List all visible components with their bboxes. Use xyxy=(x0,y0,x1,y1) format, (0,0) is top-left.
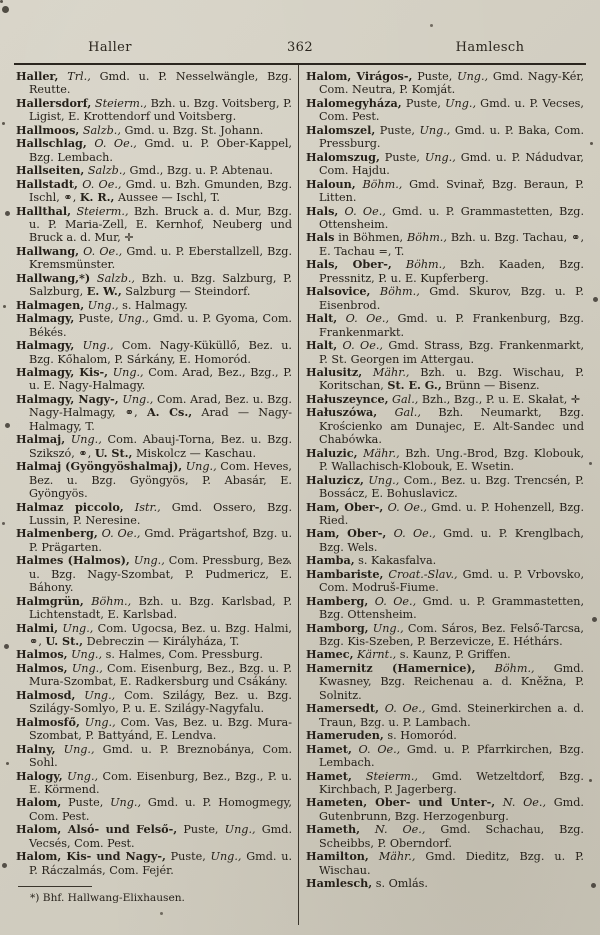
gazetteer-entry: Halomegyháza, Puste, Ung., Gmd. u. P. Vecses, Com. Pest. xyxy=(306,95,584,124)
gazetteer-entry: Halusitz, Mähr., Bzh. u. Bzg. Wischau, P. Koritschan, St. E. G., Brünn — Bisenz. xyxy=(306,364,584,393)
gazetteer-entry: Hallseiten, Salzb., Gmd., Bzg. u. P. Abtenau. xyxy=(16,163,273,178)
column-divider-rule xyxy=(298,65,299,925)
gazetteer-entry: Hallthal, Steierm., Bzh. Bruck a. d. Mur, Bzg. u. P. Maria-Zell, E. Kernhof, Neuberg und Bruck a. d. Mur, ✛ xyxy=(16,203,292,245)
gazetteer-entry: Hallwang,*) Salzb., Bzh. u. Bzg. Salzburg, P. Salzburg, E. W., Salzburg — Steindorf. xyxy=(16,270,292,299)
gazetteer-entry: Halomszug, Puste, Ung., Gmd. u. P. Nádudvar, Com. Hajdu. xyxy=(306,149,584,178)
gazetteer-entry: Halt, O. Oe., Gmd. Strass, Bzg. Frankenmarkt, P. St. Georgen im Attergau. xyxy=(306,338,585,366)
gazetteer-entry: Hameth, N. Oe., Gmd. Schachau, Bzg. Scheibbs, P. Oberndorf. xyxy=(306,822,584,850)
gazetteer-entry: Halny, Ung., Gmd. u. P. Breznobánya, Com. Sohl. xyxy=(16,741,293,770)
gazetteer-entry: Hals, Ober-, Böhm., Bzh. Kaaden, Bzg. Pressnitz, P. u. E. Kupferberg. xyxy=(306,257,584,285)
gazetteer-entry: Hals in Böhmen, Böhm., Bzh. u. Bzg. Tachau, ⚭, E. Tachau =, T. xyxy=(306,230,584,258)
gazetteer-entry: Halom, Puste, Ung., Gmd. u. P. Homogmegy, Com. Pest. xyxy=(16,795,292,823)
footnote-block xyxy=(16,886,292,905)
gazetteer-entry: Hamersedt, O. Oe., Gmd. Steinerkirchen a. d. Traun, Bzg. u. P. Lambach. xyxy=(306,701,585,729)
gazetteer-entry: Halmos, Ung., Com. Eisenburg, Bez., Bzg. u. P. Mura-Szombat, E. Radkersburg und Csákány. xyxy=(16,660,292,689)
gazetteer-entry: Halmagy, Kis-, Ung., Com. Arad, Bez., Bzg., P. u. E. Nagy-Halmagy. xyxy=(16,364,293,393)
gazetteer-entry: Hałuszówa, Gal., Bzh. Neumarkt, Bzg. Krościenko am Dunajec, E. Alt-Sandec und Chabówka. xyxy=(306,405,585,447)
gazetteer-entry: Halom, Kis- und Nagy-, Puste, Ung., Gmd. u. P. Ráczalmás, Com. Fejér. xyxy=(16,849,292,877)
gazetteer-entry: Halmenberg, O. Oe., Gmd. Prägartshof, Bzg. u. P. Prägarten. xyxy=(16,526,292,554)
gazetteer-entry: Halmes (Halmos), Ung., Com. Pressburg, Bez. u. Bzg. Nagy-Szombat, P. Pudmericz, E. Báhony. xyxy=(16,553,293,595)
gazetteer-entry: Hameruden, s. Homoród. xyxy=(306,728,457,743)
gazetteer-entry: Hamet, O. Oe., Gmd. u. P. Pfarrkirchen, Bzg. Lembach. xyxy=(306,741,585,770)
left-column xyxy=(16,70,292,905)
gazetteer-entry: Hamilton, Mähr., Gmd. Dieditz, Bzg. u. P. Wischau. xyxy=(306,849,584,877)
scan-noise-specks xyxy=(0,0,3,3)
gazetteer-entry: Haluzicz, Ung., Com., Bez. u. Bzg. Trencsén, P. Bossácz, E. Bohuslavicz. xyxy=(306,472,584,501)
gazetteer-entry: Haller, Trl., Gmd. u. P. Nesselwängle, Bzg. Reutte. xyxy=(16,69,292,97)
gazetteer-entry: Hamernitz (Hamernice), Böhm., Gmd. Kwasney, Bzg. Reichenau a. d. Kněžna, P. Solnitz. xyxy=(306,660,584,702)
gazetteer-entry: Halogy, Ung., Com. Eisenburg, Bez., Bzg., P. u. E. Körmend. xyxy=(16,768,292,797)
gazetteer-entry: Hals, O. Oe., Gmd. u. P. Grammastetten, Bzg. Ottensheim. xyxy=(306,203,585,231)
gazetteer-entry: Halmagy, Nagy-, Ung., Com. Arad, Bez. u. Bzg. Nagy-Halmagy, ⚭, A. Cs., Arad — Nagy-Halmagy, T. xyxy=(16,391,292,433)
gazetteer-entry: Hamba, s. Kakasfalva. xyxy=(306,553,437,568)
gazetteer-entry: Hamborg, Ung., Com. Sáros, Bez. Felső-Tarcsa, Bzg. Kis-Szeben, P. Berzevicze, E. Héthárs. xyxy=(306,620,584,649)
gazetteer-entry: Haluzic, Mähr., Bzh. Ung.-Brod, Bzg. Klobouk, P. Wallachisch-Klobouk, E. Wsetin. xyxy=(306,445,584,474)
gazetteer-entry: Hamlesch, s. Omlás. xyxy=(306,876,428,891)
gazetteer-entry: Hamet, Steierm., Gmd. Wetzeltdorf, Bzg. Kirchbach, P. Jagerberg. xyxy=(306,768,584,797)
gazetteer-entry: Hallstadt, O. Oe., Gmd. u. Bzh. Gmunden, Bzg. Ischl, ⚭, K. R., Aussee — Ischl, T. xyxy=(16,176,293,205)
gazetteer-entry: Halmaj (Gyöngyöshalmaj), Ung., Com. Heves, Bez. u. Bzg. Gyöngyös, P. Abasár, E. Gyöngyös. xyxy=(16,459,292,501)
footnote-rule xyxy=(18,886,92,887)
running-head-left-keyword: Haller xyxy=(88,40,132,55)
gazetteer-entry: Hałuszeynce, Gal., Bzh., Bzg., P. u. E. Skałat, ✛ xyxy=(306,391,581,406)
gazetteer-entry: Hamec, Kärnt., s. Kaunz, P. Griffen. xyxy=(306,647,511,662)
gazetteer-entry: Halmagen, Ung., s. Halmagy. xyxy=(16,297,188,312)
gazetteer-entry: Halom, Alsó- und Felső-, Puste, Ung., Gmd. Vecsés, Com. Pest. xyxy=(16,822,292,850)
page-number: 362 xyxy=(286,40,313,55)
gazetteer-entry: Hallersdorf, Steierm., Bzh. u. Bzg. Voitsberg, P. Ligist, E. Krottendorf und Voitsberg. xyxy=(16,95,292,124)
gazetteer-entry: Halmaz piccolo, Istr., Gmd. Ossero, Bzg. Lussin, P. Neresine. xyxy=(16,499,292,527)
gazetteer-entry: Hallschlag, O. Oe., Gmd. u. P. Ober-Kappel, Bzg. Lembach. xyxy=(16,136,292,164)
gazetteer-entry: Halsovice, Böhm., Gmd. Skurov, Bzg. u. P. Eisenbrod. xyxy=(306,284,584,312)
gazetteer-entry: Ham, Ober-, O. Oe., Gmd. u. P. Hohenzell, Bzg. Ried. xyxy=(306,499,584,527)
gazetteer-entry: Hameten, Ober- und Unter-, N. Oe., Gmd. Gutenbrunn, Bzg. Herzogenburg. xyxy=(306,795,584,823)
gazetteer-entry: Halmgrün, Böhm., Bzh. u. Bzg. Karlsbad, P. Lichtenstadt, E. Karlsbad. xyxy=(16,593,292,622)
header-rule xyxy=(14,63,586,65)
running-head-right-keyword: Hamlesch xyxy=(455,40,525,55)
footnote-text: *) Bhf. Hallwang-Elixhausen. xyxy=(30,892,185,905)
gazetteer-entry: Halmosd, Ung., Com. Szilágy, Bez. u. Bzg. Szilágy-Somlyo, P. u. E. Szilágy-Nagyfalu. xyxy=(16,687,292,716)
gazetteer-entry: Halomszel, Puste, Ung., Gmd. u. P. Baka, Com. Pressburg. xyxy=(306,122,585,151)
gazetteer-entry: Hambariste, Croat.-Slav., Gmd. u. P. Vrbovsko, Com. Modruš-Fiume. xyxy=(306,566,584,595)
gazetteer-entry: Halom, Virágos-, Puste, Ung., Gmd. Nagy-Kér, Com. Neutra, P. Komját. xyxy=(306,69,585,97)
right-column xyxy=(306,70,584,891)
gazetteer-entry: Hamberg, O. Oe., Gmd. u. P. Grammastetten, Bzg. Ottensheim. xyxy=(306,593,585,622)
gazetteer-entry: Halmos, Ung., s. Halmes, Com. Pressburg. xyxy=(16,647,263,662)
running-head xyxy=(15,40,585,55)
gazetteer-entry: Halmagy, Puste, Ung., Gmd. u. P. Gyoma, Com. Békés. xyxy=(16,311,292,339)
gazetteer-entry: Hallmoos, Salzb., Gmd. u. Bzg. St. Johann. xyxy=(16,122,264,137)
gazetteer-entry: Halt, O. Oe., Gmd. u. P. Frankenburg, Bzg. Frankenmarkt. xyxy=(306,311,584,339)
gazetteer-entry: Halmagy, Ung., Com. Nagy-Küküllő, Bez. u. Bzg. Kőhalom, P. Sárkány, E. Homoród. xyxy=(16,338,292,366)
gazetteer-entry: Haloun, Böhm., Gmd. Svinař, Bzg. Beraun, P. Litten. xyxy=(306,176,584,205)
gazetteer-entry: Halmaj, Ung., Com. Abauj-Torna, Bez. u. Bzg. Szikszó, ⚭, U. St., Miskolcz — Kaschau. xyxy=(16,432,292,460)
gazetteer-entry: Halmosfő, Ung., Com. Vas, Bez. u. Bzg. Mura-Szombat, P. Battyánd, E. Lendva. xyxy=(16,714,292,743)
gazetteer-entry: Ham, Ober-, O. Oe., Gmd. u. P. Krenglbach, Bzg. Wels. xyxy=(306,526,584,554)
gazetteer-entry: Halmi, Ung., Com. Ugocsa, Bez. u. Bzg. Halmi, ⚭, U. St., Debreczin — Királyháza, T. xyxy=(16,620,292,649)
gazetteer-entry: Hallwang, O. Oe., Gmd. u. P. Eberstallzell, Bzg. Kremsmünster. xyxy=(16,243,293,272)
